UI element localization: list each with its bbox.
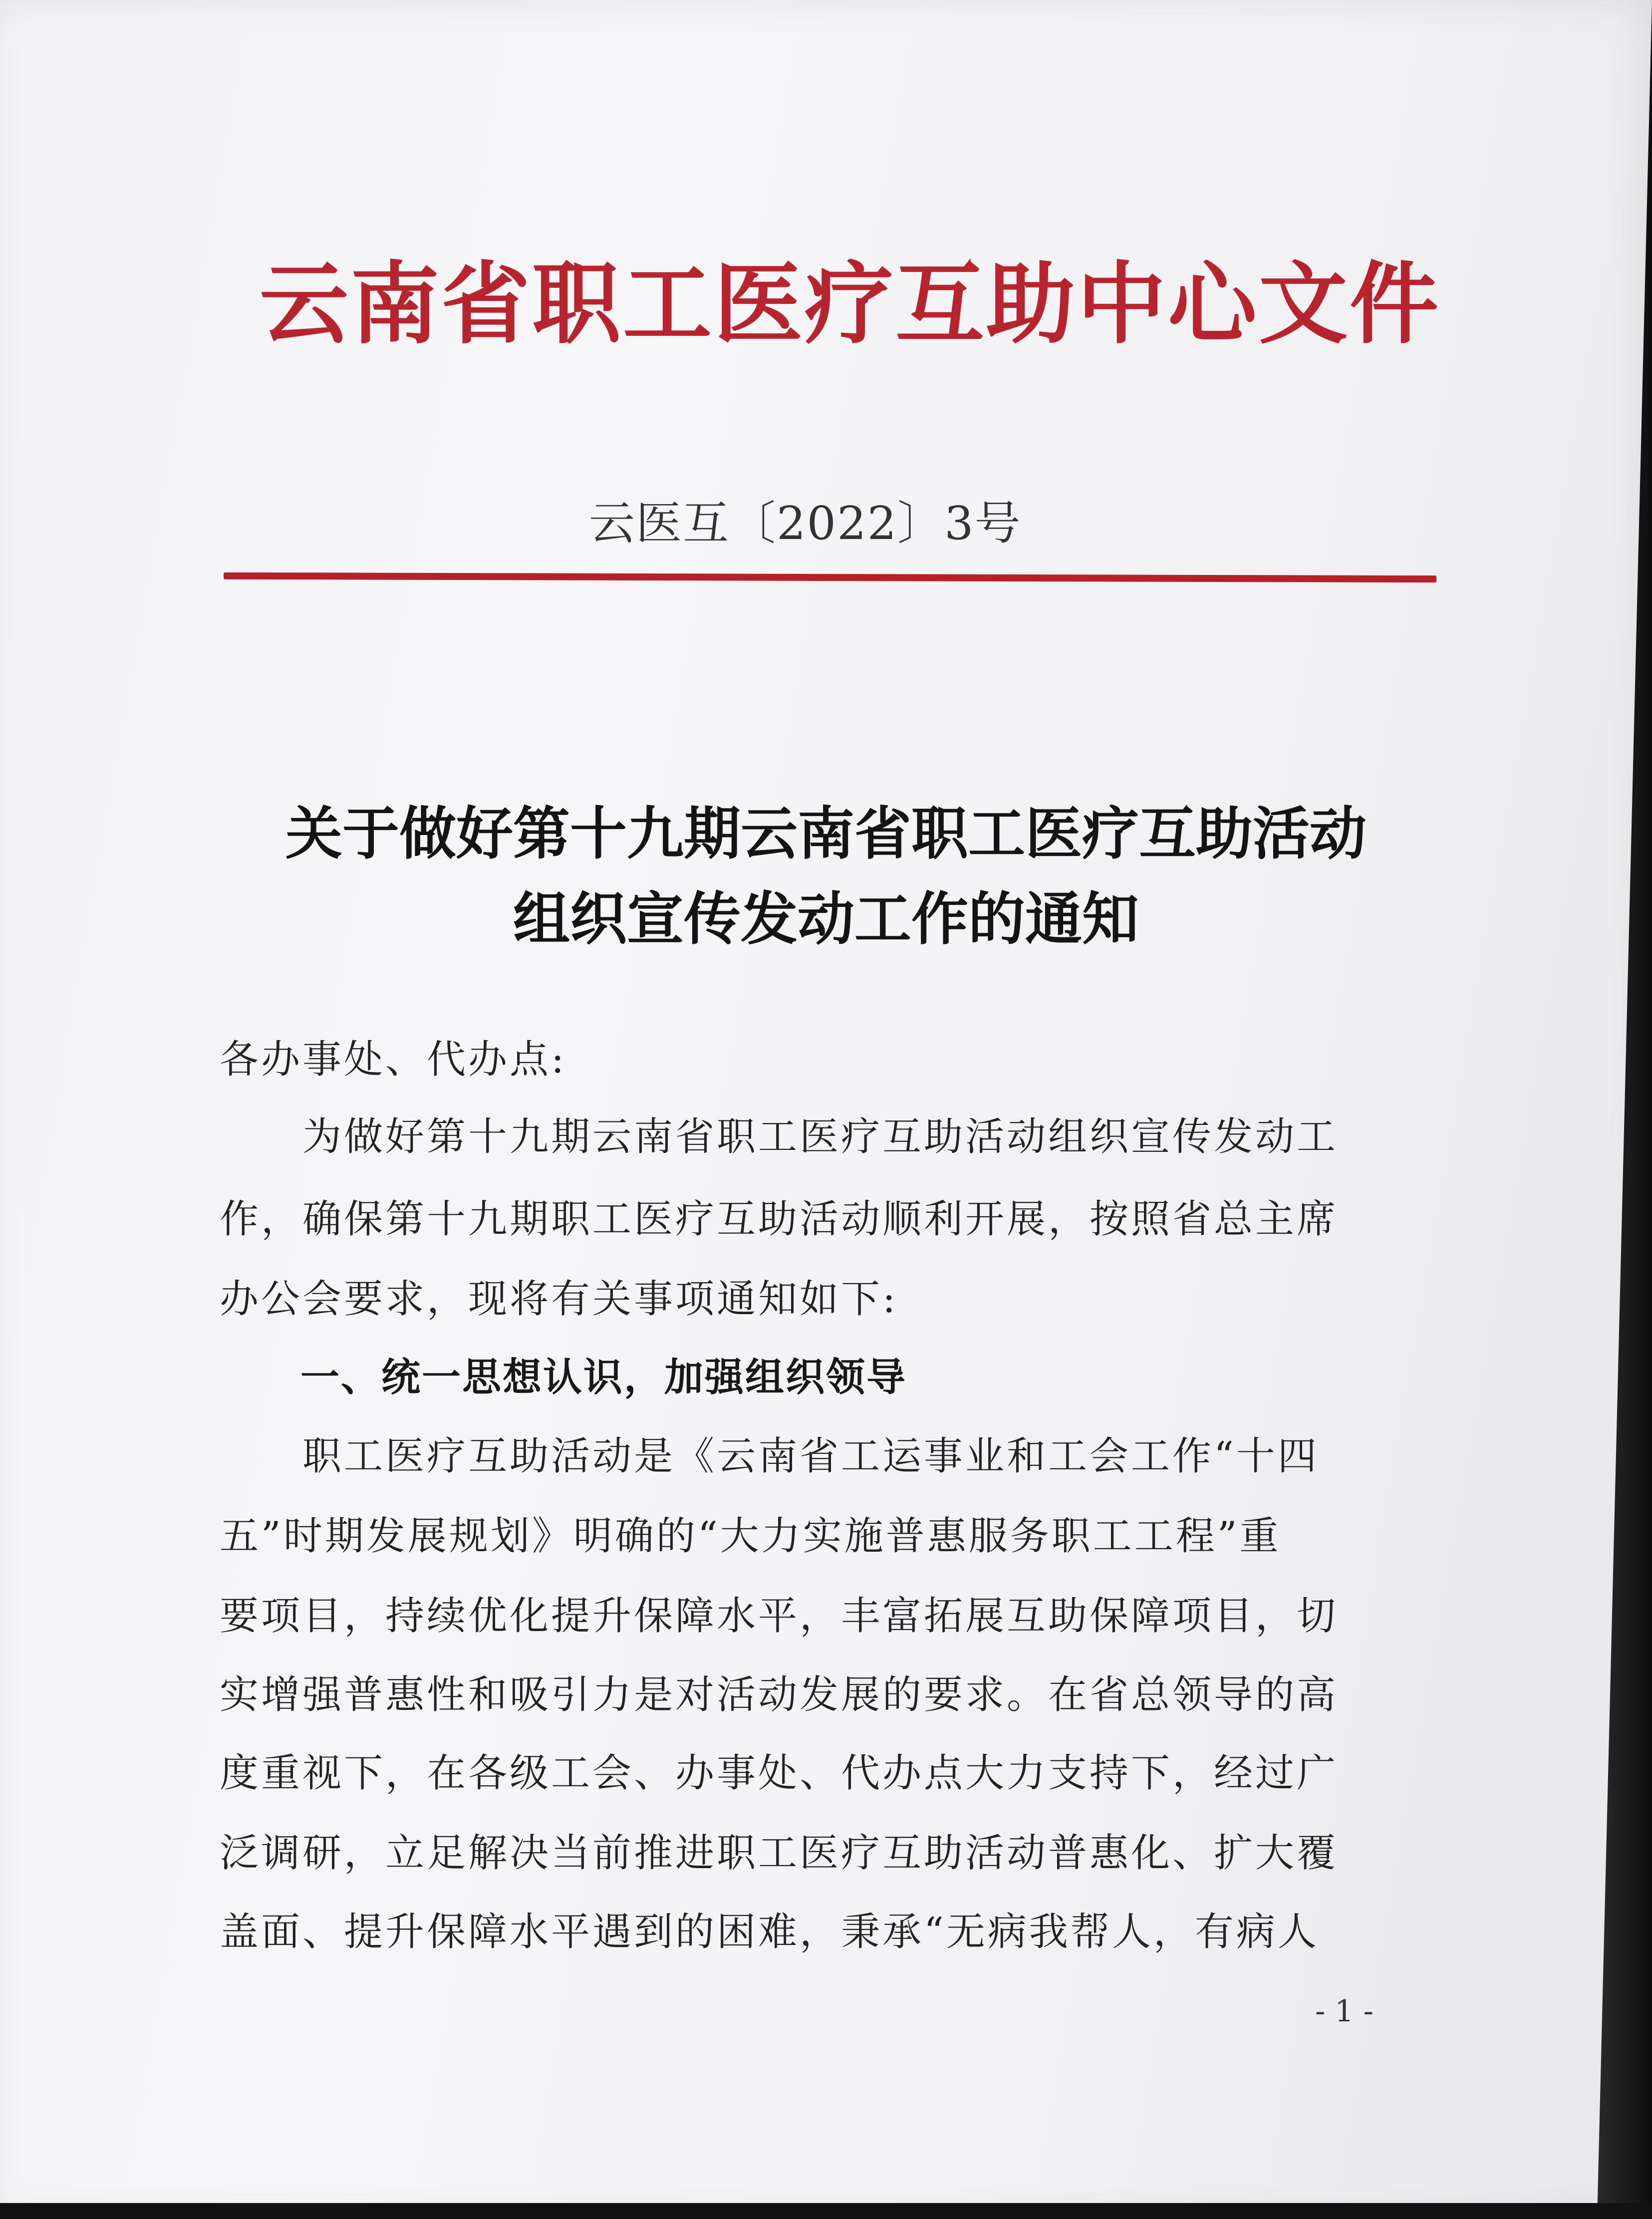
document-number: 云医互〔2022〕3号: [589, 497, 1022, 550]
salutation-line: 各办事处、代办点:: [220, 1037, 567, 1082]
notice-title-line-1: 关于做好第十九期云南省职工医疗互助活动: [285, 801, 1367, 867]
body-line: 办公会要求，现将有关事项通知如下:: [220, 1277, 898, 1322]
background-edge-bottom: [0, 2203, 1652, 2219]
page-number: - 1 -: [1315, 1994, 1374, 2029]
body-line: 作，确保第十九期职工医疗互助活动顺利开展，按照省总主席: [220, 1197, 1339, 1242]
body-line: 五”时期发展规划》明确的“大力实施普惠服务职工工程”重: [220, 1514, 1281, 1559]
body-line: 实增强普惠性和吸引力是对活动发展的要求。在省总领导的高: [220, 1672, 1339, 1717]
section-heading-1: 一、统一思想认识，加强组织领导: [220, 1355, 907, 1400]
notice-title-line-2: 组织宣传发动工作的通知: [513, 886, 1139, 952]
body-line: 为做好第十九期云南省职工医疗互助活动组织宣传发动工: [220, 1114, 1339, 1159]
body-line: 职工医疗互助活动是《云南省工运事业和工会工作“十四: [220, 1434, 1319, 1479]
body-line: 盖面、提升保障水平遇到的困难，秉承“无病我帮人，有病人: [220, 1910, 1319, 1954]
body-line: 泛调研，立足解决当前推进职工医疗互助活动普惠化、扩大覆: [220, 1831, 1339, 1876]
body-line: 度重视下，在各级工会、办事处、代办点大力支持下，经过广: [220, 1751, 1339, 1796]
notice-title: [240, 791, 1412, 962]
body-line: 要项目，持续优化提升保障水平，丰富拓展互助保障项目，切: [220, 1594, 1339, 1639]
document-header-title: 云南省职工医疗互助中心文件: [260, 252, 1440, 356]
